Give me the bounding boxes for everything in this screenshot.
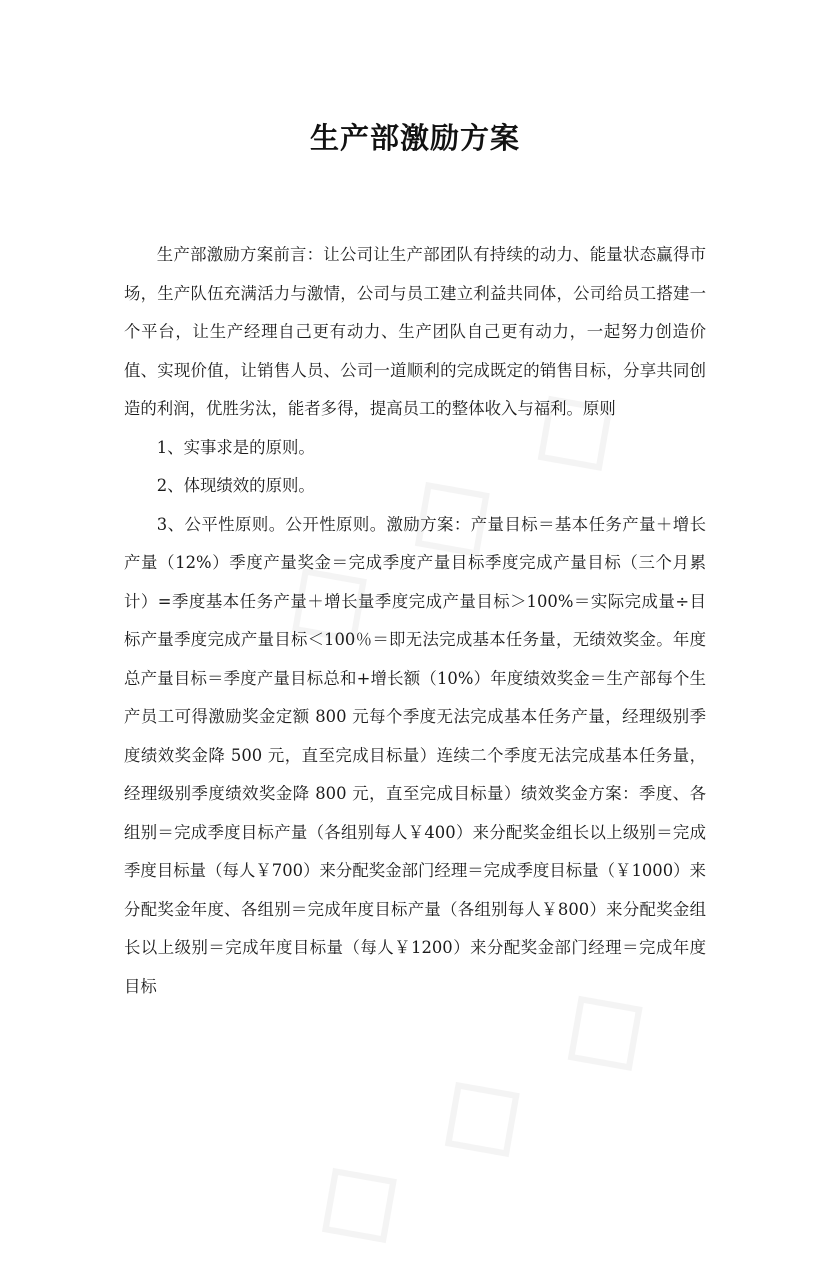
document-body	[124, 236, 706, 1006]
paragraph-preface: 生产部激励方案前言：让公司让生产部团队有持续的动力、能量状态赢得市场，生产队伍充满活力与激情，公司与员工建立利益共同体，公司给员工搭建一个平台，让生产经理自己更有动力、生产团队自己更有动力，一起努力创造价值、实现价值，让销售人员、公司一道顺利的完成既定的销售目标，分享共同创造的利润，优胜劣汰，能者多得，提高员工的整体收入与福利。原则	[124, 245, 706, 418]
paragraph-principle-2: 2、体现绩效的原则。	[156, 476, 315, 495]
document-title: 生产部激励方案	[309, 121, 520, 155]
paragraph-principle-1: 1、实事求是的原则。	[156, 437, 315, 457]
paragraph-principle-3-plan: 3、公平性原则。公开性原则。激励方案：产量目标＝基本任务产量＋增长产量（12%）季度产量奖金＝完成季度产量目标季度完成产量目标（三个月累计）=季度基本任务产量＋增长量季度完成产量目标＞100%＝实际完成量÷目标产量季度完成产量目标＜100％＝即无法完成基本任务量，无绩效奖金。年度总产量目标＝季度产量目标总和+增长额（10%）年度绩效奖金＝生产部每个生产员工可得激励奖金定额 800 元每个季度无法完成基本任务产量，经理级别季度绩效奖金降 500 元，直至完成目标量）连续二个季度无法完成基本任务量，经理级别季度绩效奖金降 800 元，直至完成目标量）绩效奖金方案：季度、各组别＝完成季度目标产量（各组别每人￥400）来分配奖金组长以上级别＝完成季度目标量（每人￥700）来分配奖金部门经理＝完成季度目标量（￥1000）来分配奖金年度、各组别＝完成年度目标产量（各组别每人￥800）来分配奖金组长以上级别＝完成年度目标量（每人￥1200）来分配奖金部门经理＝完成年度目标	[124, 514, 706, 996]
